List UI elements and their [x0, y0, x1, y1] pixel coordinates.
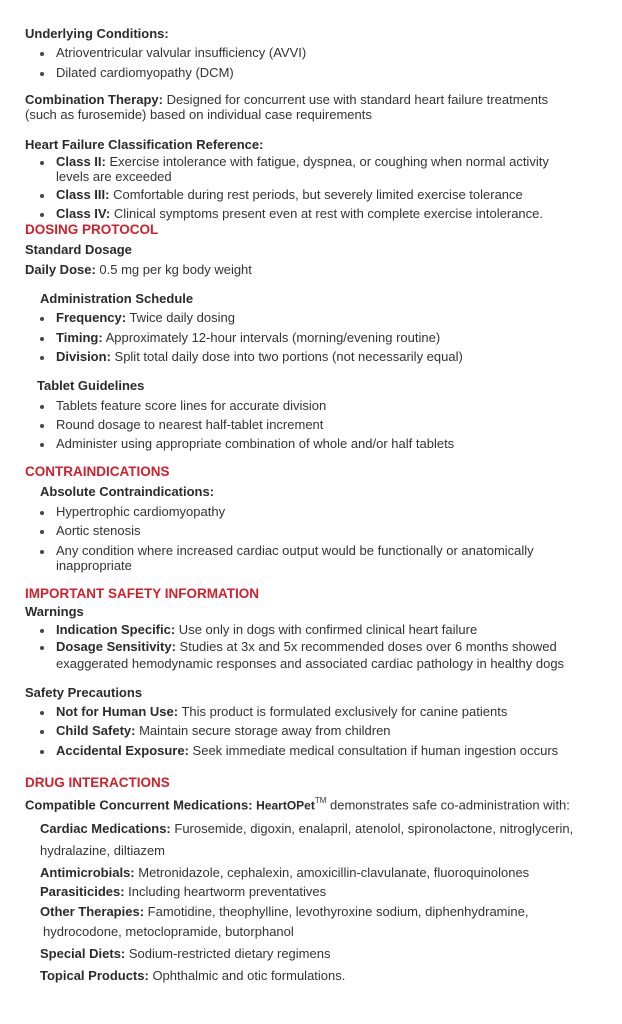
group-text: Including heartworm preventatives [124, 884, 327, 899]
list-item [56, 622, 477, 637]
daily-dose-value: 0.5 mg per kg body weight [95, 262, 252, 277]
combination-therapy-text: Designed for concurrent use with standard heart failure treatments [162, 92, 549, 107]
drug-interactions-heading: DRUG INTERACTIONS [25, 775, 170, 790]
bullet-icon [40, 72, 44, 76]
interaction-group [40, 884, 326, 899]
list-item [56, 206, 543, 221]
schedule-text: Twice daily dosing [126, 310, 235, 325]
group-label: Cardiac Medications: [40, 821, 171, 836]
list-item [56, 310, 235, 325]
class-label: Class IV: [56, 206, 111, 221]
precaution-label: Accidental Exposure: [56, 743, 189, 758]
administration-schedule-heading: Administration Schedule [40, 291, 194, 306]
bullet-icon [40, 511, 44, 515]
contraindications-heading: CONTRAINDICATIONS [25, 464, 170, 479]
schedule-label: Timing: [56, 330, 103, 345]
classification-heading: Heart Failure Classification Reference: [25, 137, 264, 152]
bullet-icon [40, 530, 44, 534]
bullet-icon [40, 194, 44, 198]
list-item-continuation: exaggerated hemodynamic responses and associated cardiac pathology in healthy dogs [56, 656, 565, 671]
precaution-text: This product is formulated exclusively for canine patients [178, 704, 508, 719]
warnings-heading: Warnings [25, 604, 84, 619]
combination-therapy-line2: (such as furosemide) based on individual case requirements [25, 107, 372, 122]
list-item: Dilated cardiomyopathy (DCM) [56, 65, 234, 80]
precaution-text: Seek immediate medical consultation if human ingestion occurs [188, 743, 559, 758]
list-item: Round dosage to nearest half-tablet increment [56, 417, 324, 432]
combination-therapy-label: Combination Therapy: [25, 92, 163, 107]
class-text: Comfortable during rest periods, but severely limited exercise tolerance [109, 187, 523, 202]
underlying-conditions-heading: Underlying Conditions: [25, 26, 169, 41]
daily-dose-label: Daily Dose: [25, 262, 96, 277]
dosing-protocol-heading: DOSING PROTOCOL [25, 222, 159, 237]
bullet-icon [40, 317, 44, 321]
standard-dosage-heading: Standard Dosage [25, 242, 132, 257]
warning-text: Use only in dogs with confirmed clinical heart failure [175, 622, 478, 637]
trademark-symbol: TM [314, 796, 327, 805]
bullet-icon [40, 405, 44, 409]
safety-heading: IMPORTANT SAFETY INFORMATION [25, 586, 259, 601]
safety-precautions-heading: Safety Precautions [25, 685, 143, 700]
interaction-group [40, 904, 528, 919]
interaction-group-continuation: hydrocodone, metoclopramide, butorphanol [43, 924, 294, 939]
tablet-guidelines-heading: Tablet Guidelines [37, 378, 145, 393]
interaction-group-continuation: hydralazine, diltiazem [40, 843, 166, 858]
interaction-group [40, 968, 345, 983]
compatible-medications [25, 797, 570, 812]
brand-name: HeartOPet [256, 798, 315, 813]
list-item [56, 187, 523, 202]
bullet-icon [40, 356, 44, 360]
bullet-icon [40, 424, 44, 428]
group-label: Parasiticides: [40, 884, 125, 899]
group-label: Topical Products: [40, 968, 149, 983]
list-item [56, 154, 549, 169]
list-item: Atrioventricular valvular insufficiency (AVVI) [56, 45, 307, 60]
precaution-text: Maintain secure storage away from children [135, 723, 391, 738]
list-item: Aortic stenosis [56, 523, 141, 538]
bullet-icon [40, 213, 44, 217]
group-text: Sodium-restricted dietary regimens [125, 946, 331, 961]
precaution-label: Child Safety: [56, 723, 136, 738]
list-item [56, 704, 507, 719]
class-text: Clinical symptoms present even at rest with complete exercise intolerance. [110, 206, 543, 221]
bullet-icon [40, 750, 44, 754]
list-item: Administer using appropriate combination of whole and/or half tablets [56, 436, 455, 451]
compatible-medications-text: demonstrates safe co-administration with: [326, 797, 570, 813]
list-item: Hypertrophic cardiomyopathy [56, 504, 226, 519]
bullet-icon [40, 646, 44, 650]
schedule-label: Frequency: [56, 310, 127, 325]
group-text: Furosemide, digoxin, enalapril, atenolol, spironolactone, nitroglycerin, [170, 821, 574, 836]
list-item [56, 349, 463, 364]
list-item [56, 639, 557, 654]
class-text: Exercise intolerance with fatigue, dyspnea, or coughing when normal activity [105, 154, 549, 169]
schedule-label: Division: [56, 349, 111, 364]
combination-therapy-paragraph [25, 92, 548, 107]
bullet-icon [40, 161, 44, 165]
interaction-group [40, 865, 529, 880]
bullet-icon [40, 52, 44, 56]
bullet-icon [40, 443, 44, 447]
warning-label: Indication Specific: [56, 622, 176, 637]
absolute-contraindications-heading: Absolute Contraindications: [40, 484, 215, 499]
warning-label: Dosage Sensitivity: [56, 639, 176, 654]
list-item-continuation: levels are exceeded [56, 169, 172, 184]
interaction-group [40, 946, 330, 961]
warning-text: Studies at 3x and 5x recommended doses over 6 months showed [175, 639, 557, 654]
list-item [56, 743, 558, 758]
class-label: Class II: [56, 154, 106, 169]
schedule-text: Split total daily dose into two portions (not necessarily equal) [110, 349, 463, 364]
group-label: Antimicrobials: [40, 865, 135, 880]
list-item [56, 330, 440, 345]
list-item: Any condition where increased cardiac output would be functionally or anatomically [56, 543, 534, 558]
daily-dose [25, 262, 252, 277]
schedule-text: Approximately 12-hour intervals (morning/evening routine) [102, 330, 441, 345]
list-item: Tablets feature score lines for accurate division [56, 398, 327, 413]
class-label: Class III: [56, 187, 110, 202]
list-item [56, 723, 391, 738]
group-label: Special Diets: [40, 946, 126, 961]
precaution-label: Not for Human Use: [56, 704, 179, 719]
bullet-icon [40, 730, 44, 734]
interaction-group [40, 821, 573, 836]
group-text: Metronidazole, cephalexin, amoxicillin-clavulanate, fluoroquinolones [134, 865, 530, 880]
bullet-icon [40, 550, 44, 554]
group-text: Famotidine, theophylline, levothyroxine sodium, diphenhydramine, [144, 904, 529, 919]
bullet-icon [40, 711, 44, 715]
group-label: Other Therapies: [40, 904, 145, 919]
group-text: Ophthalmic and otic formulations. [148, 968, 346, 983]
compatible-medications-label: Compatible Concurrent Medications: [25, 797, 253, 813]
bullet-icon [40, 629, 44, 633]
bullet-icon [40, 337, 44, 341]
list-item-continuation: inappropriate [56, 558, 132, 573]
